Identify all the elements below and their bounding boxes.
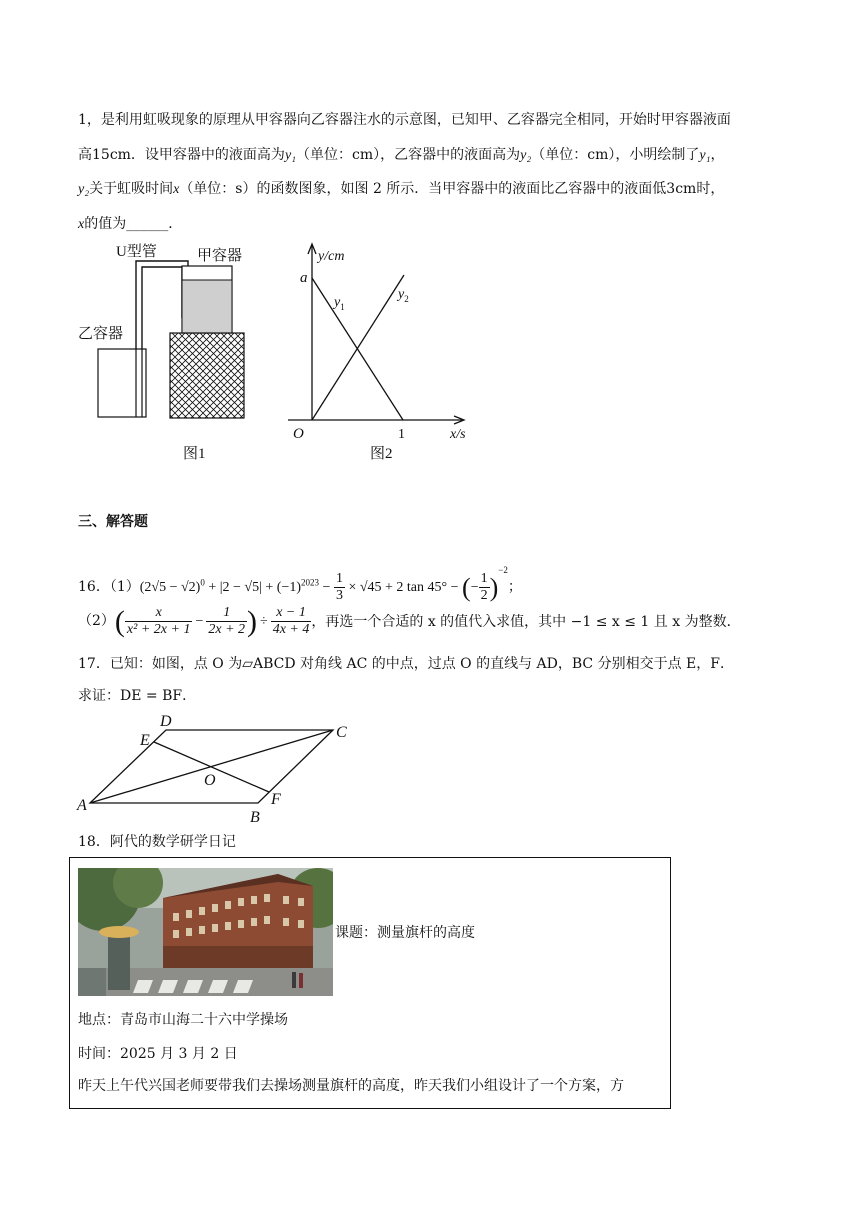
q17-line1: 17．已知：如图，点 O 为▱ABCD 对角线 AC 的中点，过点 O 的直线与 AD，BC 分别相交于点 E，F．: [78, 656, 734, 672]
fraction-x-over-quadratic: $\frac{x}{\text{x² + 2x + 1}}$: [126, 605, 191, 638]
y2-label: $y_2$: [398, 287, 409, 304]
q15-line3: y₂关于虹吸时间x（单位：s）的函数图象，如图 2 所示．当甲容器中的液面比乙容器中的液面低3cm时，: [78, 181, 725, 197]
q16-part2: （2）( $\frac{x}{\text{x² + 2x + 1}}$ − $\frac{1}{2x + 2}$ ) ÷ $\frac{x - 1}{4x + 4}$ ，再选一个合适的 x 的值代入求值，其中 −1 ≤ x ≤ 1 且 x 为整数．: [78, 604, 741, 638]
q15-line4: x的值为______．: [78, 216, 183, 232]
label-C: C: [336, 724, 347, 741]
a-label: a: [300, 270, 308, 286]
figure-1-siphon: [70, 238, 270, 468]
q15-line1: 1，是利用虹吸现象的原理从甲容器向乙容器注水的示意图，已知甲、乙容器完全相同，开始时甲容器液面: [78, 112, 731, 128]
fraction-one-half: $\frac{1}{2}$: [480, 571, 488, 604]
container-b: [98, 349, 146, 417]
line-y2: [312, 275, 404, 420]
container-b-label: 乙容器: [78, 326, 124, 342]
fraction-one-over-linear: $\frac{1}{2x + 2}$: [208, 605, 246, 638]
figure-2-caption: 图2: [370, 446, 393, 462]
fraction-one-third: $\frac{1}{3}$: [335, 571, 343, 604]
figure-1-caption: 图1: [183, 446, 206, 462]
label-F: F: [271, 791, 281, 808]
diary-body: 昨天上午代兴国老师要带我们去操场测量旗杆的高度，昨天我们小组设计了一个方案，方: [78, 1078, 624, 1094]
y-axis-label: y/cm: [318, 249, 345, 264]
q18-title: 18．阿代的数学研学日记: [78, 834, 236, 850]
diary-topic: 课题：测量旗杆的高度: [335, 925, 475, 941]
campus-photo: [78, 868, 333, 996]
one-label: 1: [398, 427, 405, 442]
label-E: E: [140, 732, 150, 749]
container-a-liquid: [182, 280, 232, 333]
q16-part1: 16．$(1)(2√5 - √2)^0 + |2 - √5| + (-1)^{2023}$ − $\frac{1}{3}$ × √45 + 2 tan 45° − (− $\frac{1}{2}$ )$^{-2}$；: [78, 565, 522, 604]
q15-line2: 高15cm．设甲容器中的液面高为y₁（单位：cm），乙容器中的液面高为y₂（单位：cm），小明绘制了y₁，: [78, 147, 725, 163]
x-axis-label: x/s: [450, 427, 466, 442]
figure-2-graph: [280, 240, 480, 465]
origin-label: O: [293, 426, 304, 442]
label-O: O: [204, 772, 216, 789]
container-a-stand: [170, 333, 244, 418]
u-tube-label: U型管: [116, 244, 157, 260]
label-A: A: [77, 797, 87, 814]
label-B: B: [250, 809, 260, 825]
fraction-divisor: $\frac{x - 1}{4x + 4}$: [272, 605, 310, 638]
q17-line2: 求证：DE = BF．: [78, 688, 197, 704]
diary-time: 时间：2025 月 3 月 2 日: [78, 1046, 238, 1062]
parallelogram-figure: [74, 710, 364, 825]
section-3-title: 三、解答题: [78, 514, 148, 530]
diary-place: 地点：青岛市山海二十六中学操场: [78, 1012, 288, 1028]
container-a-label: 甲容器: [197, 248, 243, 264]
y1-label: $y_1$: [334, 295, 345, 312]
label-D: D: [160, 713, 172, 730]
